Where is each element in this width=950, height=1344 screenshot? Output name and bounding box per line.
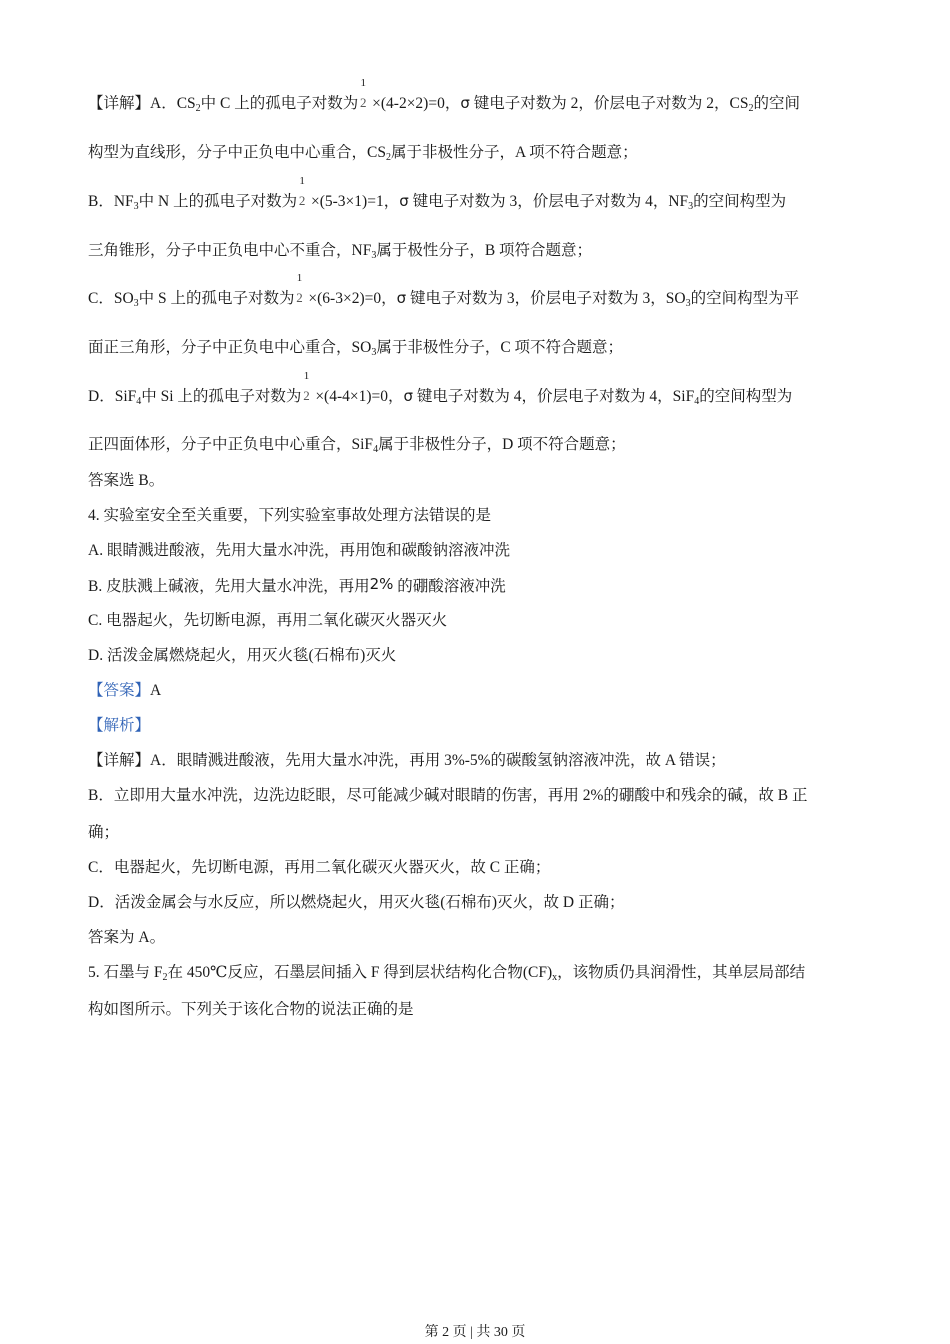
- question-4-option-d: D. 活泼金属燃烧起火，用灭火毯(石棉布)灭火: [88, 647, 397, 664]
- subscript: 4: [373, 444, 379, 455]
- q4-detail-c: C．电器起火，先切断电源，再用二氧化碳灭火器灭火，故 C 正确；: [88, 859, 551, 876]
- text: 键电子对数为 3，价层电子对数为 3，SO: [406, 290, 686, 307]
- text: B．NF: [88, 193, 134, 210]
- q4-detail-a: 【详解】A．眼睛溅进酸液，先用大量水冲洗，再用 3%-5%的碳酸氢钠溶液冲洗，故 A 错误；: [88, 752, 726, 769]
- fraction-numerator: 1: [303, 370, 310, 382]
- q4-detail-d: D．活泼金属会与水反应，所以燃烧起火，用灭火毯(石棉布)灭火，故 D 正确；: [88, 894, 625, 911]
- text: C．SO: [88, 290, 134, 307]
- text: 属于非极性分子，D 项不符合题意；: [378, 436, 626, 453]
- answer-q3: 答案选 B。: [88, 472, 165, 489]
- text: 的空间构型为: [693, 193, 787, 210]
- fraction-half: [358, 77, 368, 113]
- question-4-stem: 4. 实验室安全至关重要，下列实验室事故处理方法错误的是: [88, 507, 492, 524]
- subscript: 3: [371, 347, 377, 358]
- text: 正四面体形，分子中正负电中心重合，SiF: [88, 436, 374, 453]
- detail-d-line-2: [88, 435, 626, 455]
- q4-detail-b-1: B．立即用大量水冲洗，边洗边眨眼，尽可能减少碱对眼睛的伤害，再用 2%的硼酸中和残余的碱，故 B 正: [88, 787, 808, 804]
- detail-c-line-2: [88, 338, 623, 358]
- text: 属于极性分子，B 项符合题意；: [376, 242, 593, 259]
- text: 键电子对数为 2，价层电子对数为 2，CS: [469, 95, 749, 112]
- page-footer: 第 2 页 | 共 30 页: [424, 1325, 526, 1340]
- text: 键电子对数为 4，价层电子对数为 4，SiF: [413, 388, 695, 405]
- text: 5. 石墨与 F: [88, 964, 163, 981]
- question-4-option-a: A. 眼睛溅进酸液，先用大量水冲洗，再用饱和碳酸钠溶液冲洗: [88, 542, 510, 559]
- subscript: 3: [685, 298, 691, 309]
- question-5-line-2: 构如图所示。下列关于该化合物的说法正确的是: [88, 1001, 414, 1018]
- text: 的空间构型为平: [690, 290, 800, 307]
- sigma-symbol: σ: [399, 192, 409, 210]
- text: 面正三角形，分子中正负电中心重合，SO: [88, 339, 372, 356]
- detail-c-line-1: [88, 272, 800, 309]
- detail-d-line-1: [88, 370, 793, 407]
- subscript: 3: [133, 298, 139, 309]
- fraction-denominator: 2: [360, 95, 367, 110]
- answer-label: 【答案】: [88, 682, 151, 699]
- text: 的空间构型为: [699, 388, 793, 405]
- text: B. 皮肤溅上碱液，先用大量水冲洗，再用: [88, 578, 370, 595]
- subscript: 4: [694, 396, 700, 407]
- fraction-half: [301, 370, 311, 406]
- detail-b-line-2: [88, 241, 592, 261]
- text: 的硼酸溶液冲洗: [393, 578, 506, 595]
- answer-value: A: [150, 682, 162, 699]
- text: 构型为直线形，分子中正负电中心重合，CS: [88, 144, 386, 161]
- text: 中 Si 上的孤电子对数为: [141, 388, 302, 405]
- fraction-denominator: 2: [296, 290, 303, 305]
- subscript: 3: [688, 201, 694, 212]
- text: 中 N 上的孤电子对数为: [138, 193, 298, 210]
- q4-answer-final: 答案为 A。: [88, 929, 166, 946]
- detail-a-line-2: [88, 143, 638, 163]
- text: 【详解】A．CS: [88, 95, 196, 112]
- fraction-half: [295, 272, 305, 308]
- fraction-numerator: 1: [299, 175, 305, 187]
- text: 的空间: [753, 95, 800, 112]
- text: 中 C 上的孤电子对数为: [200, 95, 359, 112]
- subscript: 2: [748, 103, 754, 114]
- text: 三角锥形，分子中正负电中心不重合，NF: [88, 242, 372, 259]
- text: 属于非极性分子，A 项不符合题意；: [390, 144, 638, 161]
- text: ，该物质仍具润滑性，其单层局部结: [557, 964, 806, 981]
- subscript: x: [552, 972, 558, 983]
- subscript: 3: [371, 250, 377, 261]
- subscript: 2: [195, 103, 201, 114]
- text: 在 450℃反应，石墨层间插入 F 得到层状结构化合物(CF): [167, 964, 553, 981]
- sigma-symbol: σ: [396, 289, 407, 307]
- fraction-half: [297, 175, 307, 211]
- text: 中 S 上的孤电子对数为: [138, 290, 295, 307]
- text: ×(4-4×1)=0，: [315, 388, 404, 405]
- sigma-symbol: σ: [403, 387, 414, 405]
- text: ×(4-2×2)=0，: [372, 95, 461, 112]
- text: D．SiF: [88, 388, 137, 405]
- text: ×(5-3×1)=1，: [310, 193, 400, 210]
- subscript: 2: [385, 152, 391, 163]
- question-4-option-c: C. 电器起火，先切断电源，再用二氧化碳灭火器灭火: [88, 612, 448, 629]
- question-5-line-1: [88, 963, 805, 983]
- detail-b-line-1: [88, 175, 787, 212]
- text: 键电子对数为 3，价层电子对数为 4，NF: [408, 193, 689, 210]
- text: ×(6-3×2)=0，: [308, 290, 397, 307]
- subscript: 3: [133, 201, 139, 212]
- detail-a-line-1: [88, 77, 800, 114]
- percent-value: 2%: [369, 575, 394, 593]
- analysis-label: 【解析】: [88, 717, 151, 734]
- fraction-denominator: 2: [303, 388, 310, 403]
- q4-detail-b-2: 确；: [88, 824, 120, 841]
- sigma-symbol: σ: [460, 94, 470, 112]
- subscript: 2: [162, 972, 168, 983]
- question-4-option-b: [88, 576, 506, 597]
- fraction-numerator: 1: [296, 272, 303, 284]
- text: 属于非极性分子，C 项不符合题意；: [376, 339, 624, 356]
- fraction-denominator: 2: [298, 193, 306, 208]
- subscript: 4: [136, 396, 142, 407]
- document-page: [88, 0, 863, 1344]
- fraction-numerator: 1: [360, 77, 366, 89]
- answer-row: [88, 681, 161, 701]
